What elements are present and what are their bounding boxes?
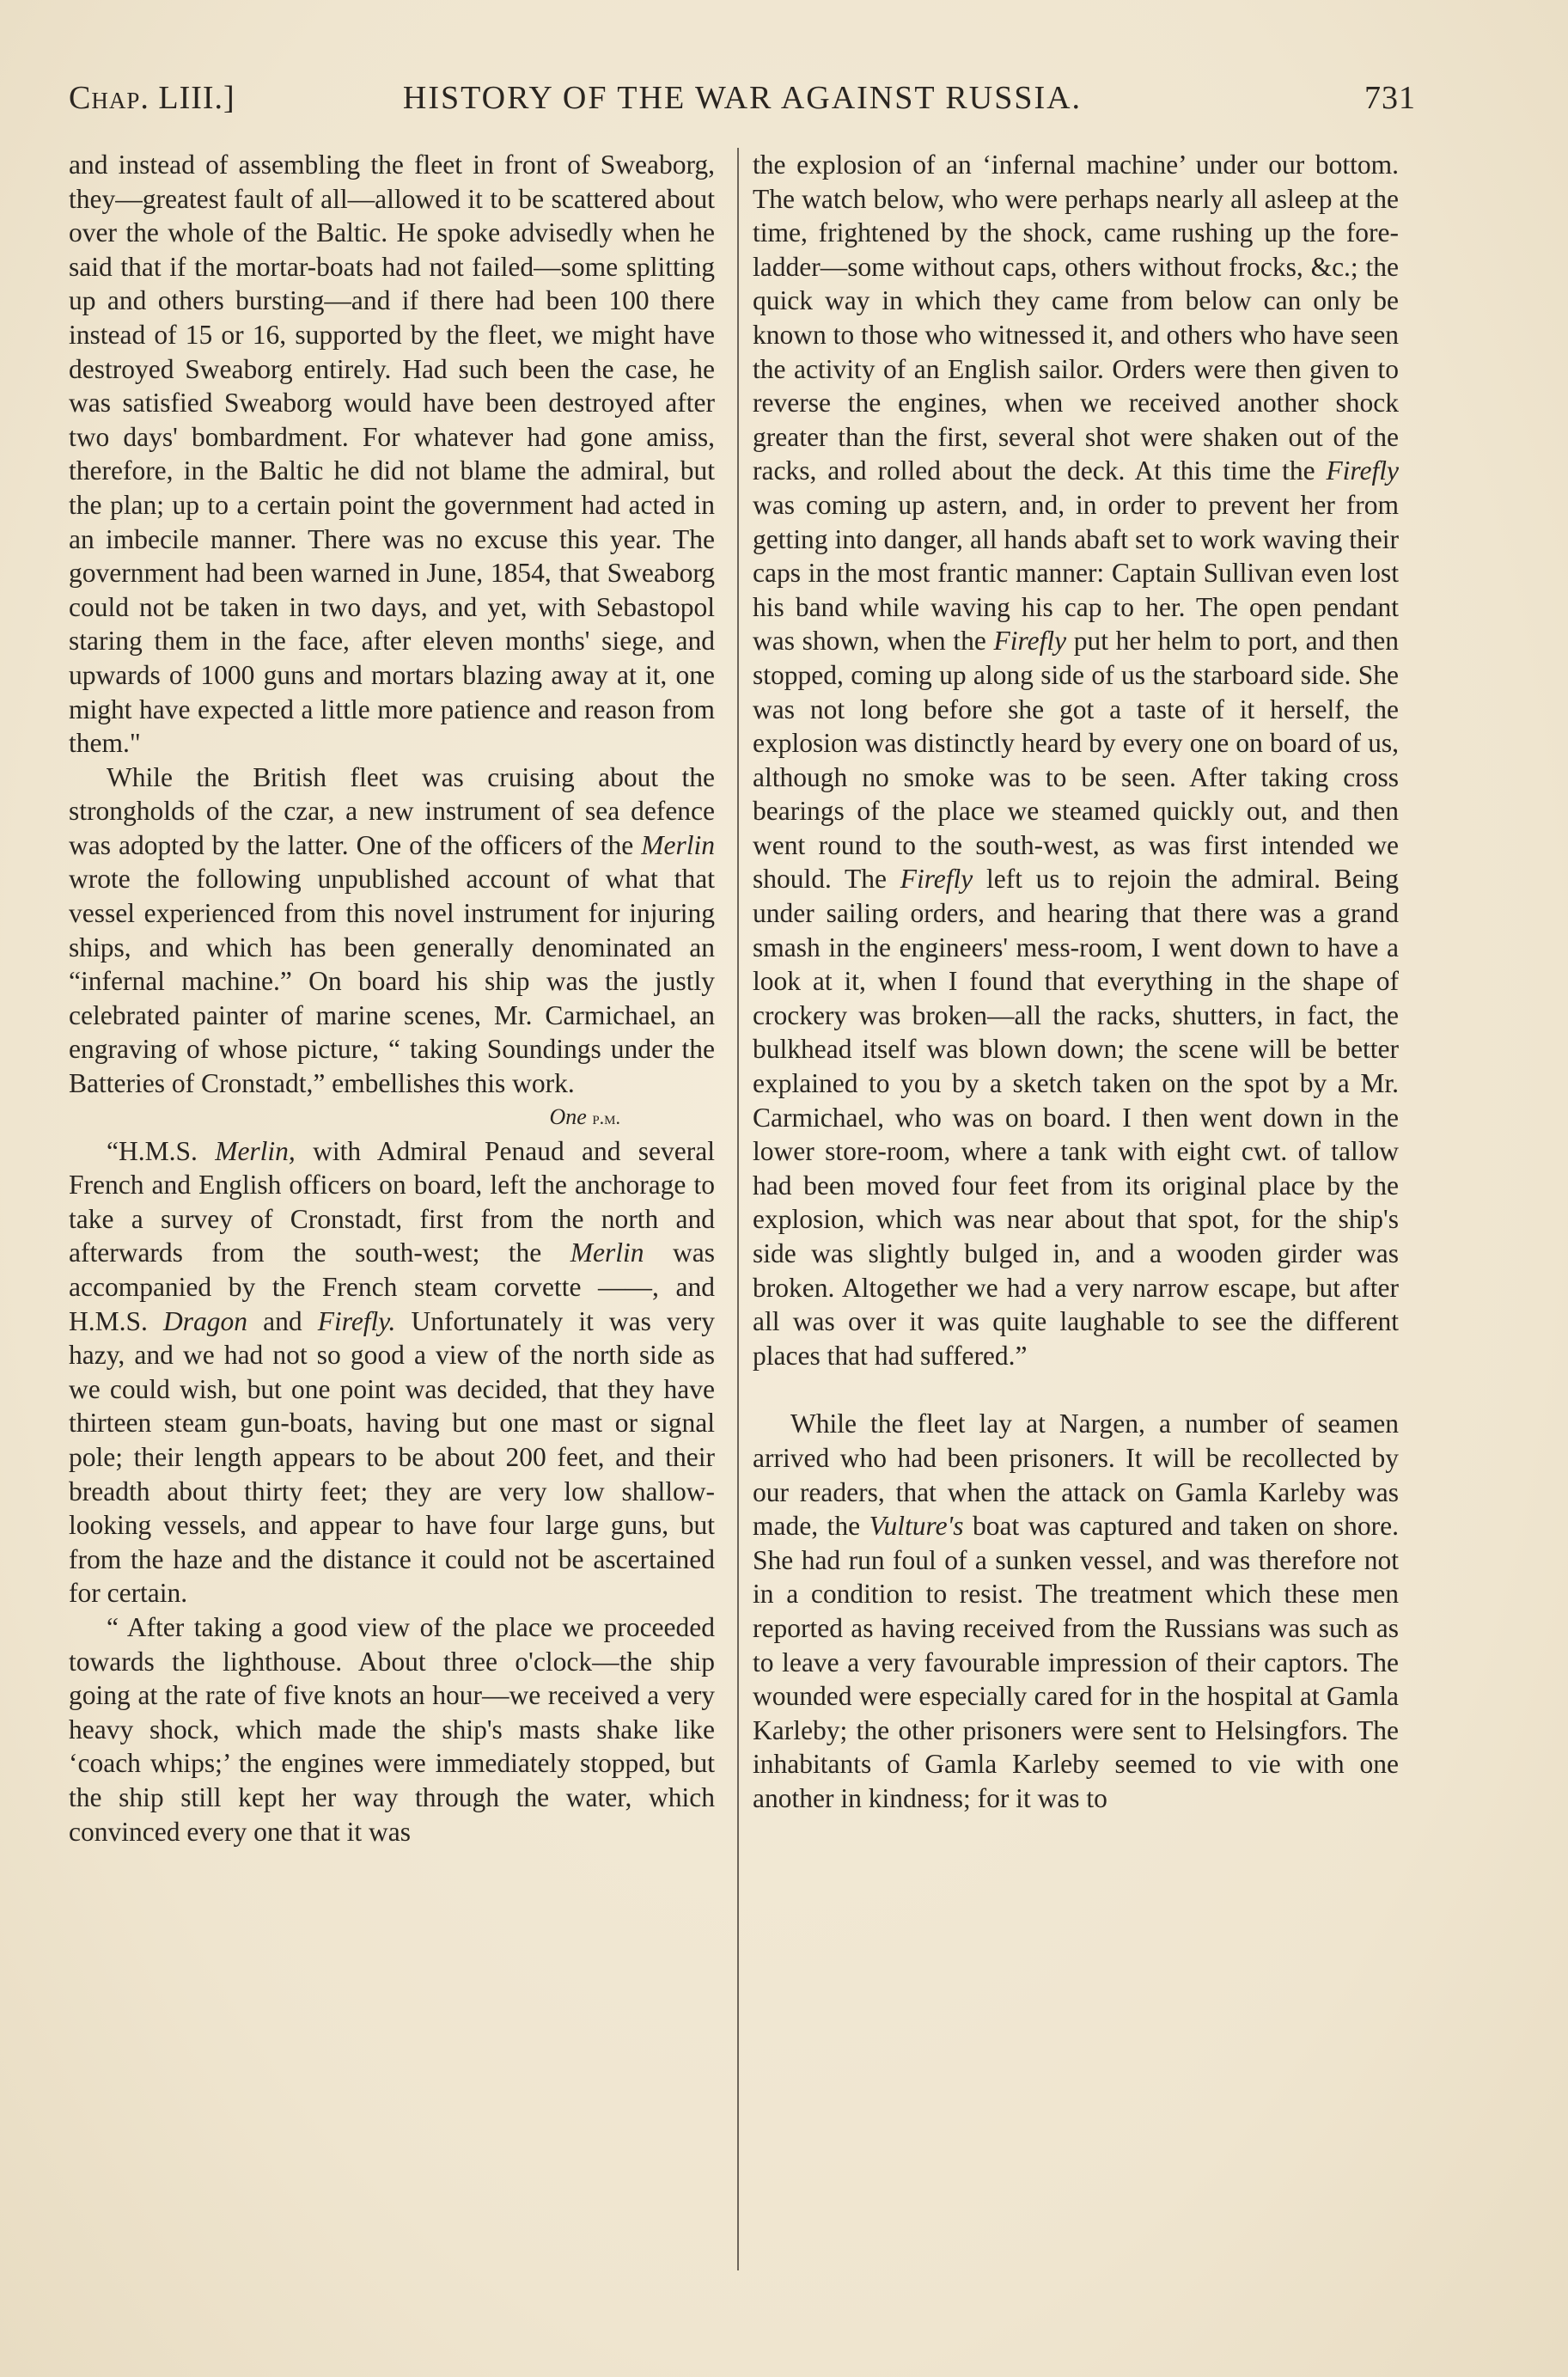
ship-name: Firefly. xyxy=(317,1305,396,1336)
running-header xyxy=(69,79,1416,124)
ship-name: Vulture's xyxy=(869,1511,964,1542)
ship-name: Merlin, xyxy=(215,1135,296,1166)
ship-name: Merlin xyxy=(570,1237,644,1268)
page-number: 731 xyxy=(1364,80,1416,116)
ship-name: Dragon xyxy=(163,1305,248,1336)
left-column xyxy=(69,148,715,1848)
paragraph: While the British fleet was cruising about the strongholds of the czar, a new instrument of sea defence was adopted by the latter. One of the officers of the Merlin wrote the following unpublished account of what that vessel experienced from this novel instrument for injuring ships, and which has been generally denominated an “infernal machine.” On board his ship was the justly celebrated painter of marine scenes, Mr. Carmichael, an engraving of whose picture, “ taking Soundings under the Batteries of Cronstadt,” embellishes this work. xyxy=(69,761,715,1099)
ship-name: Merlin xyxy=(641,829,715,860)
page-title: HISTORY OF THE WAR AGAINST RUSSIA. xyxy=(402,80,1083,116)
ship-name: Firefly xyxy=(900,864,973,895)
paragraph: “ After taking a good view of the place we proceeded towards the lighthouse. About three o'clock—the ship going at the rate of five knots an hour—we received a very heavy shock, which made the ship's masts shake like ‘coach whips;’ the engines were immediately stopped, but the ship still kept her way through the water, which convinced every one that it was xyxy=(69,1611,715,1847)
paragraph: While the fleet lay at Nargen, a number of seamen arrived who had been prisoners. It will be recollected by our readers, that when the attack on Gamla Karleby was made, the Vulture's boat was captured and taken on shore. She had run foul of a sunken vessel, and was therefore not in a condition to resist. The treatment which these men reported as having received from the Russians was such as to leave a very favourable impression of their captors. The wounded were especially cared for in the hospital at Gamla Karleby; the other prisoners were sent to Helsingfors. The inhabitants of Gamla Karleby seemed to vie with one another in kindness; for it was to xyxy=(753,1408,1399,1813)
chapter-label: Chap. LIII.] xyxy=(69,80,235,116)
column-divider xyxy=(737,148,739,2270)
time-signature: One p.m. xyxy=(549,1103,620,1129)
paragraph: the explosion of an ‘infernal machine’ under our bottom. The watch below, who were perhaps nearly all asleep at the time, frightened by the shock, came rushing up the fore-ladder—some without caps, others without frocks, &c.; the quick way in which they came from below can only be known to those who witnessed it, and others who have seen the activity of an English sailor. Orders were then given to reverse the engines, when we received another shock greater than the first, several shot were shaken out of the racks, and rolled about the deck. At this time the Firefly was coming up astern, and, in order to prevent her from getting into danger, all hands abaft set to work waving their caps in the most frantic manner: Captain Sullivan even lost his band while waving his cap to her. The open pendant was shown, when the Firefly put her helm to port, and then stopped, coming up along side of us the starboard side. She was not long before she got a taste of it herself, the explosion was distinctly heard by every one on board of us, although no smoke was to be seen. After taking cross bearings of the place we steamed quickly out, and then went round to the south-west, as was first intended we should. The Firefly left us to rejoin the admiral. Being under sailing orders, and hearing that there was a grand smash in the engineers' mess-room, I went down to have a look at it, when I found that everything in the shape of crockery was broken—all the racks, shutters, in fact, the bulkhead itself was blown down; the scene will be better explained to you by a sketch taken on the spot by a Mr. Carmichael, who was on board. I then went down in the lower store-room, where a tank with eight cwt. of tallow had been moved four feet from its original place by the explosion, which was near about that spot, for the ship's side was slightly bulged in, and a wooden girder was broken. Altogether we had a very narrow escape, but after all was over it was quite laughable to see the different places that had suffered.” xyxy=(753,150,1399,1371)
ship-name: Firefly xyxy=(993,626,1067,657)
paragraph-gap xyxy=(753,1372,1399,1407)
paragraph: “H.M.S. Merlin, with Admiral Penaud and several French and English officers on board, left the anchorage to take a survey of Cronstadt, first from the north and afterwards from the south-west; the Merlin was accompanied by the French steam corvette ——, and H.M.S. Dragon and Firefly. Unfortunately it was very hazy, and we had not so good a view of the north side as we could wish, but one point was decided, that they have thirteen steam gun-boats, having but one mast or signal pole; their length appears to be about 200 feet, and their breadth about thirty feet; they are very low shallow-looking vessels, and appear to have four large guns, but from the haze and the distance it could not be ascertained for certain. xyxy=(69,1135,715,1609)
ship-name: Firefly xyxy=(1326,455,1399,486)
right-column xyxy=(753,148,1399,1816)
paragraph: and instead of assembling the fleet in front of Sweaborg, they—greatest fault of all—allowed it to be scattered about over the whole of the Baltic. He spoke advisedly when he said that if the mortar-boats had not failed—some splitting up and others bursting—and if there had been 100 there instead of 15 or 16, supported by the fleet, we might have destroyed Sweaborg entirely. Had such been the case, he was satisfied Sweaborg would have been destroyed after two days' bombardment. For whatever had gone amiss, therefore, in the Baltic he did not blame the admiral, but the plan; up to a certain point the government had acted in an imbecile manner. There was no excuse this year. The government had been warned in June, 1854, that Sweaborg could not be taken in two days, and yet, with Sebastopol staring them in the face, after eleven months' siege, and upwards of 1000 guns and mortars blazing away at it, one might have expected a little more patience and reason from them." xyxy=(69,150,715,759)
